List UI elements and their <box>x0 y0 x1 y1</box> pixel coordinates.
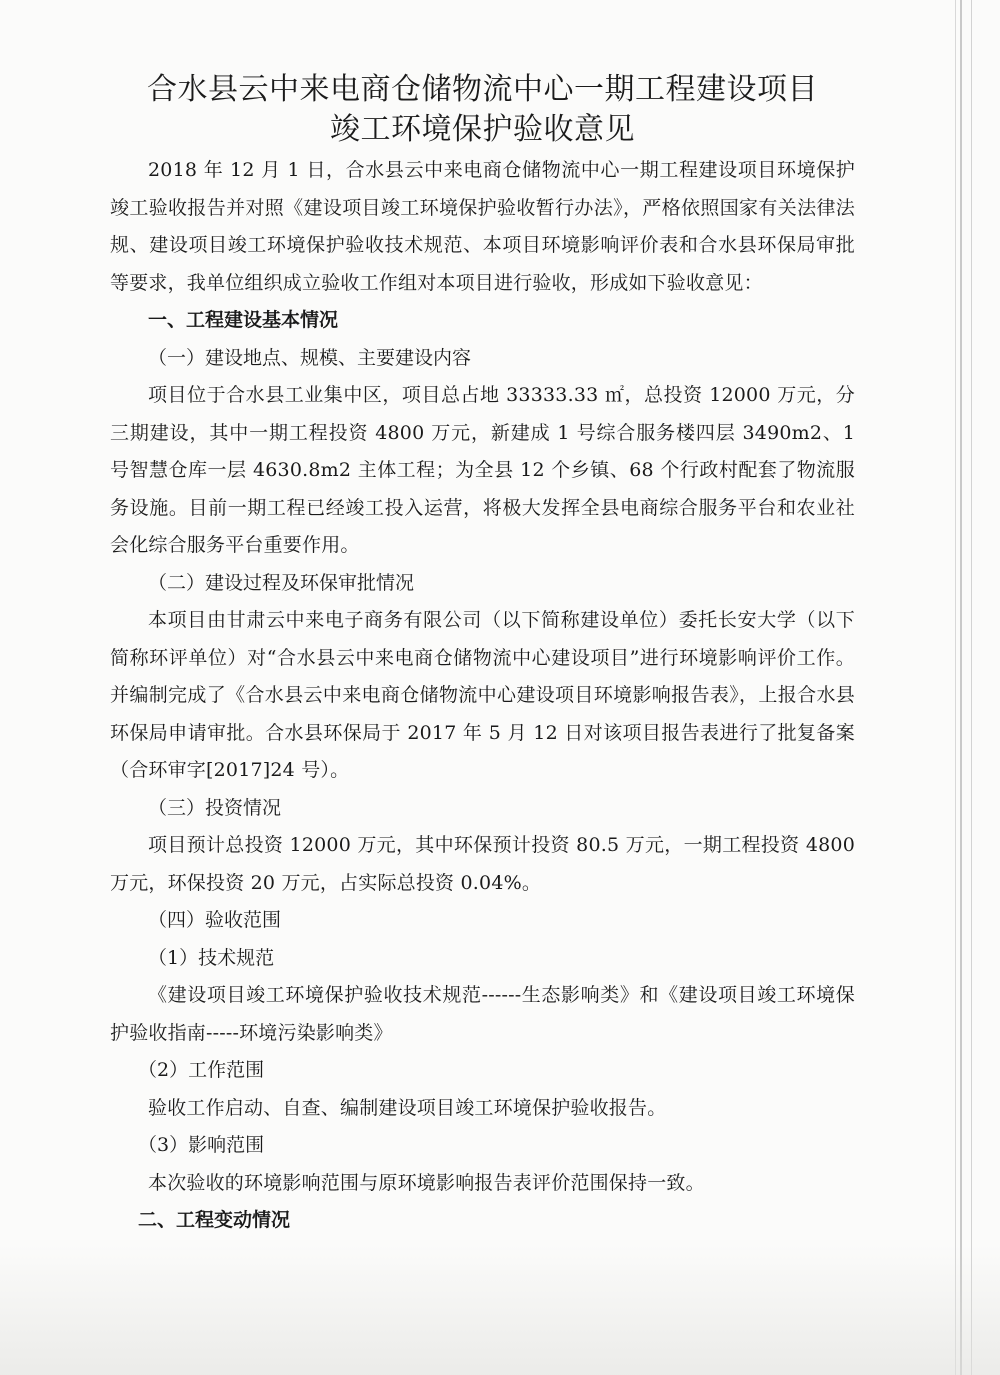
item-text-1: 《建设项目竣工环境保护验收技术规范------生态影响类》和《建设项目竣工环境保护验收指南-----环境污染影响类》 <box>110 984 855 1044</box>
title-line-2: 竣工环境保护验收意见 <box>330 112 635 147</box>
item-heading-3: （3）影响范围 <box>138 1134 265 1156</box>
title-line-1: 合水县云中来电商仓储物流中心一期工程建设项目 <box>147 72 818 107</box>
subsection-text-2: 本项目由甘肃云中来电子商务有限公司（以下简称建设单位）委托长安大学（以下简称环评单位）对“合水县云中来电商仓储物流中心建设项目”进行环境影响评价工作。并编制完成了《合水县云中来电商仓储物流中心建设项目环境影响报告表》，上报合水县环保局申请审批。合水县环保局于 2017 年 5 月 12 日对该项目报告表进行了批复备案（合环审字[2017]24 号）。 <box>110 609 855 781</box>
subsection-heading-4: （四）验收范围 <box>148 909 282 931</box>
subsection-heading-1: （一）建设地点、规模、主要建设内容 <box>148 346 472 369</box>
intro-paragraph: 2018 年 12 月 1 日，合水县云中来电商仓储物流中心一期工程建设项目环境保护竣工验收报告并对照《建设项目竣工环境保护验收暂行办法》，严格依照国家有关法律法规、建设项目竣工环境保护验收技术规范、本项目环境影响评价表和合水县环保局审批等要求，我单位组织成立验收工作组对本项目进行验收，形成如下验收意见： <box>110 159 855 294</box>
page-edge <box>955 0 956 1375</box>
section-heading-2: 二、工程变动情况 <box>138 1209 291 1231</box>
scan-shadow <box>0 1245 1000 1375</box>
section-heading-1: 一、工程建设基本情况 <box>148 309 339 331</box>
document-title <box>110 70 855 150</box>
subsection-heading-2: （二）建设过程及环保审批情况 <box>148 571 415 594</box>
subsection-text-1: 项目位于合水县工业集中区，项目总占地 33333.33 ㎡，总投资 12000 万元，分三期建设，其中一期工程投资 4800 万元，新建成 1 号综合服务楼四层 3490m2、1 号智慧仓库一层 4630.8m2 主体工程；为全县 12 个乡镇、68 个行政村配套了物流服务设施。目前一期工程已经竣工投入运营，将极大发挥全县电商综合服务平台和农业社会化综合服务平台重要作用。 <box>110 384 855 556</box>
item-text-2: 验收工作启动、自查、编制建设项目竣工环境保护验收报告。 <box>148 1096 667 1119</box>
page-edge <box>960 0 962 1375</box>
item-heading-2: （2）工作范围 <box>138 1059 265 1081</box>
subsection-text-3: 项目预计总投资 12000 万元，其中环保预计投资 80.5 万元，一期工程投资 4800 万元，环保投资 20 万元，占实际总投资 0.04%。 <box>110 834 855 894</box>
subsection-heading-3: （三）投资情况 <box>148 796 282 819</box>
item-text-3: 本次验收的环境影响范围与原环境影响报告表评价范围保持一致。 <box>148 1171 705 1194</box>
item-heading-1: （1）技术规范 <box>148 946 275 969</box>
page-edge <box>971 0 972 1375</box>
document-body <box>110 70 855 1240</box>
